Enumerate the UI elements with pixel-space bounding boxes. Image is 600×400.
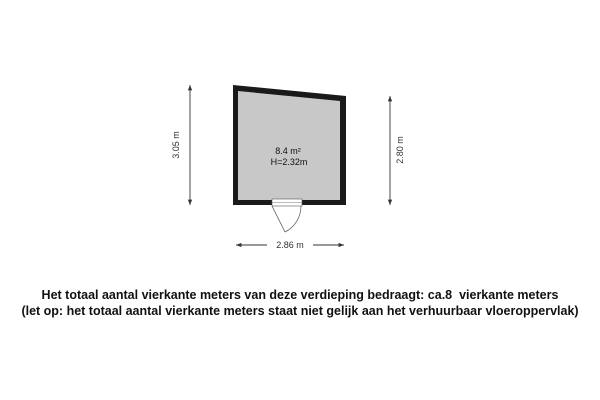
- dimension-left-label: 3.05 m: [171, 131, 181, 159]
- dimension-bottom-label: 2.86 m: [276, 240, 304, 250]
- room-area-label: 8.4 m²: [275, 146, 301, 156]
- room-height-label: H=2.32m: [270, 157, 308, 167]
- caption-disclaimer: (let op: het totaal aantal vierkante meters staat niet gelijk aan het verhuurbaar vloeroppervlak): [21, 304, 579, 318]
- door-leaf: [272, 206, 285, 232]
- caption-total-area: Het totaal aantal vierkante meters van deze verdieping bedraagt: ca.8 vierkante meters: [41, 288, 559, 302]
- dimension-right-label: 2.80 m: [395, 136, 405, 164]
- door-swing-arc: [285, 206, 301, 232]
